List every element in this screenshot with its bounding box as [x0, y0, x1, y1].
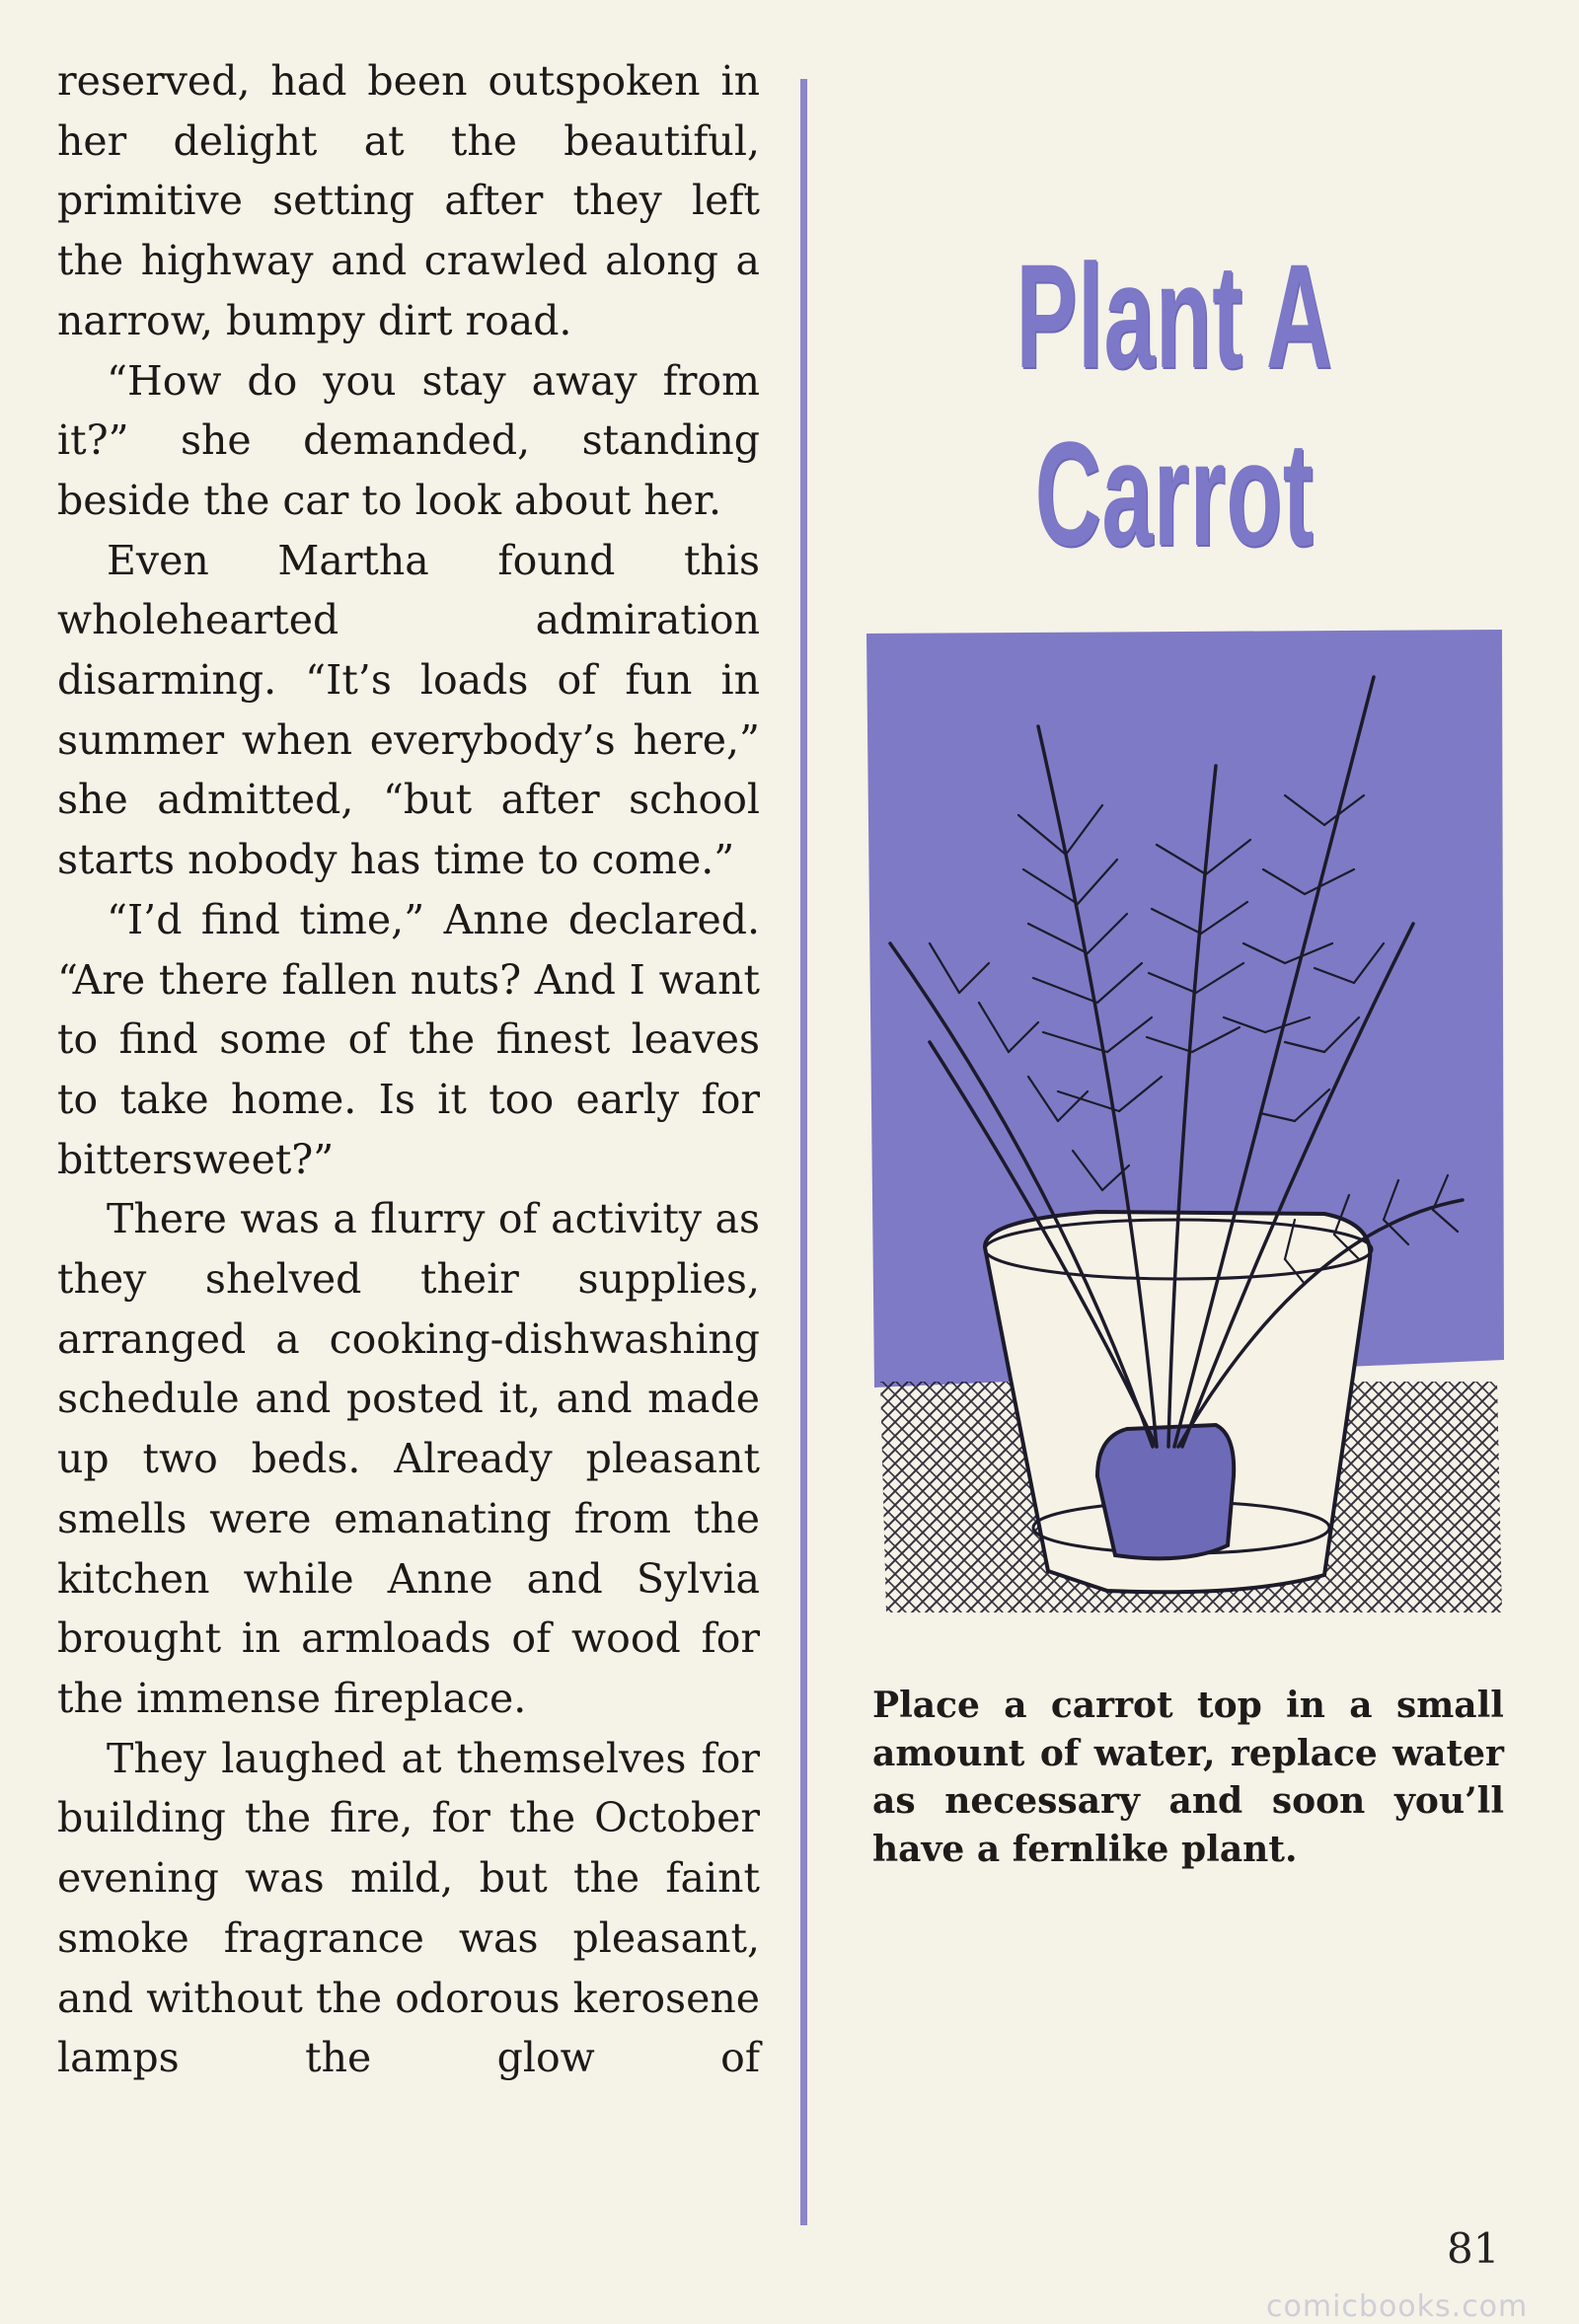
sidebar-title-line-2: Carrot [1034, 411, 1315, 576]
page-number: 81 [1447, 2224, 1500, 2273]
story-paragraph-6: They laughed at themselves for building the fire, for the October evening was mild, but the faint smoke fragrance was pleasant, and without the odorous kerosene lamps the glow of [57, 1734, 760, 2082]
story-paragraph-1: reserved, had been outspoken in her delight at the beautiful, primitive setting after they left the highway and crawled along a narrow, bumpy dirt road. [57, 57, 760, 344]
story-paragraph-2: “How do you stay away from it?” she demanded, standing beside the car to look about her. [57, 356, 760, 524]
column-divider [800, 79, 807, 2225]
story-paragraph-3: Even Martha found this wholehearted admiration disarming. “It’s loads of fun in summer when everybody’s here,” she admitted, “but after school starts nobody has time to come.” [57, 536, 760, 884]
illustration-caption: Place a carrot top in a small amount of water, replace water as necessary and soon you’ll have a fernlike plant. [872, 1685, 1504, 1870]
sidebar-title-line-1: Plant A [1015, 233, 1333, 399]
story-paragraph-5: There was a flurry of activity as they shelved their supplies, arranged a cooking-dishwashing schedule and posted it, and made up two beds. Already pleasant smells were emanating from the kitchen while Anne and Sylvia brought in armloads of wood for the immense fireplace. [57, 1195, 760, 1722]
watermark: comicbooks.com [1266, 2289, 1529, 2324]
carrot-top [1097, 1425, 1234, 1558]
sidebar-title [997, 227, 1352, 582]
story-paragraph-4: “I’d find time,” Anne declared. “Are there fallen nuts? And I want to find some of the finest leaves to take home. Is it too early for bittersweet?” [57, 895, 760, 1183]
carrot-plant-illustration [861, 628, 1504, 1612]
story-column [57, 51, 760, 2088]
